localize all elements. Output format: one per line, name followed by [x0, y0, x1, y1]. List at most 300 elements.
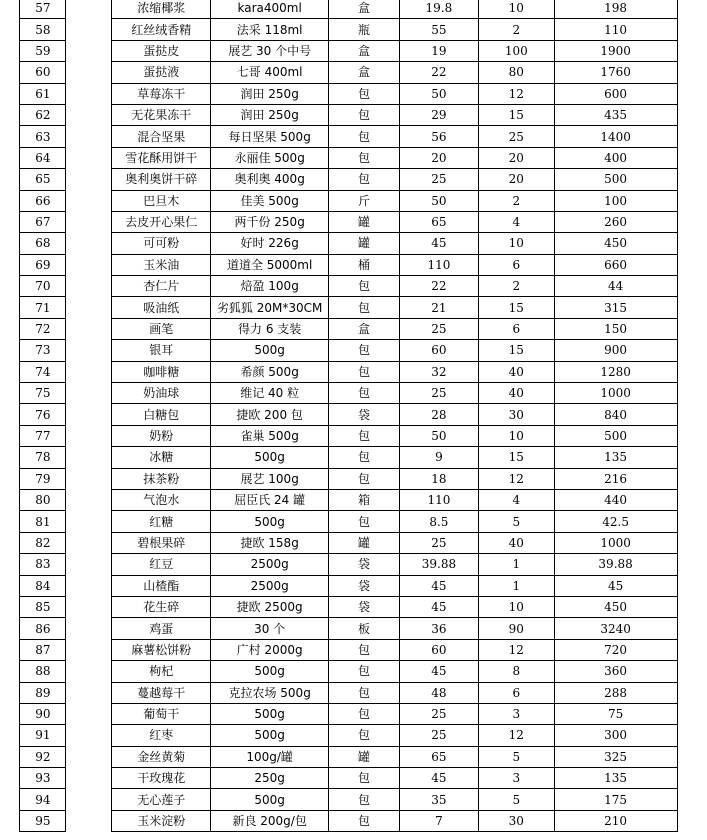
price-cell[interactable]: 9: [399, 447, 478, 468]
item-name-cell[interactable]: 玉米淀粉: [112, 810, 211, 831]
row-number-cell[interactable]: 74: [20, 361, 66, 382]
spec-cell[interactable]: 500g: [211, 725, 329, 746]
price-cell[interactable]: 25: [399, 383, 478, 404]
quantity-cell[interactable]: 6: [478, 682, 554, 703]
spec-cell[interactable]: 好时 226g: [211, 233, 329, 254]
unit-cell[interactable]: 包: [329, 682, 400, 703]
spec-cell[interactable]: 焙盈 100g: [211, 276, 329, 297]
amount-cell[interactable]: 45: [554, 575, 677, 596]
amount-cell[interactable]: 325: [554, 746, 677, 767]
quantity-cell[interactable]: 6: [478, 318, 554, 339]
amount-cell[interactable]: 315: [554, 297, 677, 318]
unit-cell[interactable]: 包: [329, 126, 400, 147]
quantity-cell[interactable]: 10: [478, 425, 554, 446]
empty-cell: [66, 404, 112, 425]
amount-cell[interactable]: 260: [554, 211, 677, 232]
price-cell[interactable]: 25: [399, 703, 478, 724]
quantity-cell[interactable]: 5: [478, 511, 554, 532]
item-name-cell[interactable]: 奶油球: [112, 383, 211, 404]
item-name-cell[interactable]: 画笔: [112, 318, 211, 339]
spec-cell[interactable]: 润田 250g: [211, 83, 329, 104]
table-row: [0, 340, 707, 361]
price-cell[interactable]: 22: [399, 62, 478, 83]
row-number-cell[interactable]: 70: [20, 276, 66, 297]
spec-cell[interactable]: 每日坚果 500g: [211, 126, 329, 147]
row-number-cell[interactable]: 65: [20, 169, 66, 190]
price-cell[interactable]: 36: [399, 618, 478, 639]
spec-cell[interactable]: 30 个: [211, 618, 329, 639]
item-name-cell[interactable]: 混合坚果: [112, 126, 211, 147]
item-name-cell[interactable]: 红丝绒香精: [112, 19, 211, 40]
spec-cell[interactable]: 雀巢 500g: [211, 425, 329, 446]
empty-cell: [66, 596, 112, 617]
amount-cell[interactable]: 300: [554, 725, 677, 746]
spec-cell[interactable]: 2500g: [211, 575, 329, 596]
price-cell[interactable]: 8.5: [399, 511, 478, 532]
item-name-cell[interactable]: 吸油纸: [112, 297, 211, 318]
unit-cell[interactable]: 袋: [329, 575, 400, 596]
quantity-cell[interactable]: 30: [478, 404, 554, 425]
row-number-cell[interactable]: 78: [20, 447, 66, 468]
row-number-cell[interactable]: 61: [20, 83, 66, 104]
table-row: [0, 276, 707, 297]
row-number-cell[interactable]: 66: [20, 190, 66, 211]
empty-cell: [0, 83, 20, 104]
spec-cell[interactable]: 500g: [211, 661, 329, 682]
quantity-cell[interactable]: 10: [478, 0, 554, 19]
quantity-cell[interactable]: 15: [478, 297, 554, 318]
price-cell[interactable]: 7: [399, 810, 478, 831]
quantity-cell[interactable]: 1: [478, 575, 554, 596]
price-cell[interactable]: 110: [399, 489, 478, 510]
amount-cell[interactable]: 216: [554, 468, 677, 489]
amount-cell[interactable]: 100: [554, 190, 677, 211]
row-number-cell[interactable]: 82: [20, 532, 66, 553]
price-cell[interactable]: 21: [399, 297, 478, 318]
item-name-cell[interactable]: 金丝黄菊: [112, 746, 211, 767]
row-number-cell[interactable]: 86: [20, 618, 66, 639]
row-number-cell[interactable]: 63: [20, 126, 66, 147]
amount-cell[interactable]: 75: [554, 703, 677, 724]
row-number-cell[interactable]: 93: [20, 768, 66, 789]
price-cell[interactable]: 60: [399, 639, 478, 660]
price-cell[interactable]: 19.8: [399, 0, 478, 19]
item-name-cell[interactable]: 花生碎: [112, 596, 211, 617]
unit-cell[interactable]: 包: [329, 725, 400, 746]
row-number-cell[interactable]: 95: [20, 810, 66, 831]
spec-cell[interactable]: 法采 118ml: [211, 19, 329, 40]
item-name-cell[interactable]: 红豆: [112, 554, 211, 575]
quantity-cell[interactable]: 5: [478, 746, 554, 767]
price-cell[interactable]: 45: [399, 596, 478, 617]
quantity-cell[interactable]: 12: [478, 639, 554, 660]
item-name-cell[interactable]: 鸡蛋: [112, 618, 211, 639]
price-cell[interactable]: 25: [399, 725, 478, 746]
item-name-cell[interactable]: 玉米油: [112, 254, 211, 275]
unit-cell[interactable]: 包: [329, 661, 400, 682]
table-row: [0, 297, 707, 318]
price-cell[interactable]: 25: [399, 318, 478, 339]
unit-cell[interactable]: 罐: [329, 532, 400, 553]
quantity-cell[interactable]: 15: [478, 447, 554, 468]
item-name-cell[interactable]: 雪花酥用饼干: [112, 147, 211, 168]
item-name-cell[interactable]: 碧根果碎: [112, 532, 211, 553]
row-number-cell[interactable]: 85: [20, 596, 66, 617]
quantity-cell[interactable]: 10: [478, 596, 554, 617]
amount-cell[interactable]: 110: [554, 19, 677, 40]
amount-cell[interactable]: 840: [554, 404, 677, 425]
amount-cell[interactable]: 1400: [554, 126, 677, 147]
row-number-cell[interactable]: 58: [20, 19, 66, 40]
empty-cell: [677, 489, 707, 510]
row-number-cell[interactable]: 90: [20, 703, 66, 724]
spec-cell[interactable]: 100g/罐: [211, 746, 329, 767]
price-cell[interactable]: 45: [399, 233, 478, 254]
quantity-cell[interactable]: 25: [478, 126, 554, 147]
spec-cell[interactable]: 奥利奥 400g: [211, 169, 329, 190]
empty-cell: [677, 62, 707, 83]
amount-cell[interactable]: 450: [554, 233, 677, 254]
item-name-cell[interactable]: 奶粉: [112, 425, 211, 446]
unit-cell[interactable]: 瓶: [329, 19, 400, 40]
spec-cell[interactable]: 展艺 100g: [211, 468, 329, 489]
unit-cell[interactable]: 包: [329, 425, 400, 446]
item-name-cell[interactable]: 无花果冻干: [112, 104, 211, 125]
unit-cell[interactable]: 斤: [329, 190, 400, 211]
price-cell[interactable]: 25: [399, 532, 478, 553]
quantity-cell[interactable]: 15: [478, 340, 554, 361]
item-name-cell[interactable]: 去皮开心果仁: [112, 211, 211, 232]
row-number-cell[interactable]: 57: [20, 0, 66, 19]
spec-cell[interactable]: 道道全 5000ml: [211, 254, 329, 275]
spec-cell[interactable]: 500g: [211, 340, 329, 361]
amount-cell[interactable]: 435: [554, 104, 677, 125]
amount-cell[interactable]: 600: [554, 83, 677, 104]
price-cell[interactable]: 29: [399, 104, 478, 125]
unit-cell[interactable]: 包: [329, 768, 400, 789]
amount-cell[interactable]: 1900: [554, 40, 677, 61]
amount-cell[interactable]: 135: [554, 768, 677, 789]
unit-cell[interactable]: 包: [329, 147, 400, 168]
unit-cell[interactable]: 桶: [329, 254, 400, 275]
row-number-cell[interactable]: 60: [20, 62, 66, 83]
spec-cell[interactable]: 两千份 250g: [211, 211, 329, 232]
price-cell[interactable]: 20: [399, 147, 478, 168]
quantity-cell[interactable]: 30: [478, 810, 554, 831]
amount-cell[interactable]: 42.5: [554, 511, 677, 532]
row-number-cell[interactable]: 72: [20, 318, 66, 339]
row-number-cell[interactable]: 67: [20, 211, 66, 232]
amount-cell[interactable]: 500: [554, 425, 677, 446]
quantity-cell[interactable]: 2: [478, 19, 554, 40]
empty-cell: [0, 40, 20, 61]
row-number-cell[interactable]: 91: [20, 725, 66, 746]
empty-cell: [677, 190, 707, 211]
empty-cell: [66, 789, 112, 810]
spec-cell[interactable]: 希颜 500g: [211, 361, 329, 382]
unit-cell[interactable]: 包: [329, 83, 400, 104]
unit-cell[interactable]: 包: [329, 810, 400, 831]
spec-cell[interactable]: 屈臣氏 24 罐: [211, 489, 329, 510]
spec-cell[interactable]: 克拉农场 500g: [211, 682, 329, 703]
quantity-cell[interactable]: 12: [478, 468, 554, 489]
spec-cell[interactable]: 500g: [211, 789, 329, 810]
unit-cell[interactable]: 包: [329, 104, 400, 125]
amount-cell[interactable]: 720: [554, 639, 677, 660]
unit-cell[interactable]: 包: [329, 297, 400, 318]
item-name-cell[interactable]: 葡萄干: [112, 703, 211, 724]
unit-cell[interactable]: 盒: [329, 0, 400, 19]
amount-cell[interactable]: 500: [554, 169, 677, 190]
empty-cell: [677, 789, 707, 810]
unit-cell[interactable]: 包: [329, 639, 400, 660]
row-number-cell[interactable]: 64: [20, 147, 66, 168]
unit-cell[interactable]: 包: [329, 383, 400, 404]
row-number-cell[interactable]: 79: [20, 468, 66, 489]
empty-cell: [66, 725, 112, 746]
quantity-cell[interactable]: 3: [478, 703, 554, 724]
item-name-cell[interactable]: 红糖: [112, 511, 211, 532]
amount-cell[interactable]: 360: [554, 661, 677, 682]
row-number-cell[interactable]: 83: [20, 554, 66, 575]
item-name-cell[interactable]: 杏仁片: [112, 276, 211, 297]
empty-cell: [677, 703, 707, 724]
row-number-cell[interactable]: 71: [20, 297, 66, 318]
price-cell[interactable]: 55: [399, 19, 478, 40]
amount-cell[interactable]: 450: [554, 596, 677, 617]
unit-cell[interactable]: 袋: [329, 404, 400, 425]
row-number-cell[interactable]: 81: [20, 511, 66, 532]
spec-cell[interactable]: 新良 200g/包: [211, 810, 329, 831]
price-cell[interactable]: 45: [399, 575, 478, 596]
spec-cell[interactable]: 维记 40 粒: [211, 383, 329, 404]
price-cell[interactable]: 39.88: [399, 554, 478, 575]
item-name-cell[interactable]: 蔓越莓干: [112, 682, 211, 703]
row-number-cell[interactable]: 76: [20, 404, 66, 425]
item-name-cell[interactable]: 气泡水: [112, 489, 211, 510]
quantity-cell[interactable]: 40: [478, 383, 554, 404]
price-cell[interactable]: 32: [399, 361, 478, 382]
price-cell[interactable]: 22: [399, 276, 478, 297]
spec-cell[interactable]: 永丽佳 500g: [211, 147, 329, 168]
amount-cell[interactable]: 660: [554, 254, 677, 275]
item-name-cell[interactable]: 红枣: [112, 725, 211, 746]
amount-cell[interactable]: 1760: [554, 62, 677, 83]
item-name-cell[interactable]: 山楂酯: [112, 575, 211, 596]
unit-cell[interactable]: 包: [329, 276, 400, 297]
price-cell[interactable]: 45: [399, 768, 478, 789]
unit-cell[interactable]: 包: [329, 340, 400, 361]
unit-cell[interactable]: 包: [329, 169, 400, 190]
amount-cell[interactable]: 135: [554, 447, 677, 468]
unit-cell[interactable]: 包: [329, 447, 400, 468]
amount-cell[interactable]: 1000: [554, 383, 677, 404]
empty-cell: [66, 126, 112, 147]
item-name-cell[interactable]: 蛋挞液: [112, 62, 211, 83]
item-name-cell[interactable]: 咖啡糖: [112, 361, 211, 382]
price-cell[interactable]: 25: [399, 169, 478, 190]
price-cell[interactable]: 18: [399, 468, 478, 489]
row-number-cell[interactable]: 84: [20, 575, 66, 596]
quantity-cell[interactable]: 8: [478, 661, 554, 682]
quantity-cell[interactable]: 90: [478, 618, 554, 639]
price-cell[interactable]: 50: [399, 425, 478, 446]
unit-cell[interactable]: 罐: [329, 746, 400, 767]
amount-cell[interactable]: 400: [554, 147, 677, 168]
spec-cell[interactable]: 七哥 400ml: [211, 62, 329, 83]
quantity-cell[interactable]: 1: [478, 554, 554, 575]
price-cell[interactable]: 50: [399, 190, 478, 211]
spec-cell[interactable]: 展艺 30 个中号: [211, 40, 329, 61]
amount-cell[interactable]: 1280: [554, 361, 677, 382]
row-number-cell[interactable]: 87: [20, 639, 66, 660]
amount-cell[interactable]: 198: [554, 0, 677, 19]
price-cell[interactable]: 48: [399, 682, 478, 703]
quantity-cell[interactable]: 4: [478, 489, 554, 510]
price-cell[interactable]: 45: [399, 661, 478, 682]
item-name-cell[interactable]: 无心莲子: [112, 789, 211, 810]
price-cell[interactable]: 110: [399, 254, 478, 275]
quantity-cell[interactable]: 10: [478, 233, 554, 254]
item-name-cell[interactable]: 冰糖: [112, 447, 211, 468]
item-name-cell[interactable]: 蛋挞皮: [112, 40, 211, 61]
amount-cell[interactable]: 175: [554, 789, 677, 810]
quantity-cell[interactable]: 40: [478, 361, 554, 382]
spec-cell[interactable]: 捷欧 2500g: [211, 596, 329, 617]
row-number-cell[interactable]: 88: [20, 661, 66, 682]
item-name-cell[interactable]: 麻薯松饼粉: [112, 639, 211, 660]
spec-cell[interactable]: 2500g: [211, 554, 329, 575]
item-name-cell[interactable]: 白糖包: [112, 404, 211, 425]
quantity-cell[interactable]: 20: [478, 147, 554, 168]
row-number-cell[interactable]: 75: [20, 383, 66, 404]
row-number-cell[interactable]: 73: [20, 340, 66, 361]
unit-cell[interactable]: 箱: [329, 489, 400, 510]
spec-cell[interactable]: 捷欧 200 包: [211, 404, 329, 425]
quantity-cell[interactable]: 6: [478, 254, 554, 275]
price-cell[interactable]: 35: [399, 789, 478, 810]
row-number-cell[interactable]: 94: [20, 789, 66, 810]
amount-cell[interactable]: 3240: [554, 618, 677, 639]
row-number-cell[interactable]: 68: [20, 233, 66, 254]
quantity-cell[interactable]: 15: [478, 104, 554, 125]
amount-cell[interactable]: 44: [554, 276, 677, 297]
item-name-cell[interactable]: 巴旦木: [112, 190, 211, 211]
row-number-cell[interactable]: 80: [20, 489, 66, 510]
item-name-cell[interactable]: 奥利奥饼干碎: [112, 169, 211, 190]
unit-cell[interactable]: 罐: [329, 233, 400, 254]
unit-cell[interactable]: 罐: [329, 211, 400, 232]
price-cell[interactable]: 19: [399, 40, 478, 61]
spec-cell[interactable]: 佳美 500g: [211, 190, 329, 211]
spec-cell[interactable]: 广村 2000g: [211, 639, 329, 660]
row-number-cell[interactable]: 77: [20, 425, 66, 446]
item-name-cell[interactable]: 枸杞: [112, 661, 211, 682]
unit-cell[interactable]: 包: [329, 511, 400, 532]
unit-cell[interactable]: 盒: [329, 318, 400, 339]
quantity-cell[interactable]: 3: [478, 768, 554, 789]
price-cell[interactable]: 56: [399, 126, 478, 147]
unit-cell[interactable]: 盒: [329, 40, 400, 61]
quantity-cell[interactable]: 12: [478, 725, 554, 746]
spec-cell[interactable]: 250g: [211, 768, 329, 789]
spec-cell[interactable]: 500g: [211, 511, 329, 532]
empty-cell: [0, 404, 20, 425]
spec-cell[interactable]: 润田 250g: [211, 104, 329, 125]
row-number-cell[interactable]: 89: [20, 682, 66, 703]
unit-cell[interactable]: 袋: [329, 596, 400, 617]
empty-cell: [677, 404, 707, 425]
price-cell[interactable]: 65: [399, 746, 478, 767]
empty-cell: [0, 211, 20, 232]
spec-cell[interactable]: 500g: [211, 703, 329, 724]
quantity-cell[interactable]: 4: [478, 211, 554, 232]
empty-cell: [66, 661, 112, 682]
quantity-cell[interactable]: 100: [478, 40, 554, 61]
empty-cell: [66, 233, 112, 254]
amount-cell[interactable]: 39.88: [554, 554, 677, 575]
quantity-cell[interactable]: 12: [478, 83, 554, 104]
item-name-cell[interactable]: 银耳: [112, 340, 211, 361]
row-number-cell[interactable]: 59: [20, 40, 66, 61]
empty-cell: [677, 104, 707, 125]
amount-cell[interactable]: 288: [554, 682, 677, 703]
price-cell[interactable]: 60: [399, 340, 478, 361]
price-cell[interactable]: 28: [399, 404, 478, 425]
quantity-cell[interactable]: 2: [478, 190, 554, 211]
empty-cell: [0, 725, 20, 746]
amount-cell[interactable]: 440: [554, 489, 677, 510]
amount-cell[interactable]: 150: [554, 318, 677, 339]
spec-cell[interactable]: 得力 6 支装: [211, 318, 329, 339]
item-name-cell[interactable]: 浓缩椰浆: [112, 0, 211, 19]
empty-cell: [66, 618, 112, 639]
price-cell[interactable]: 50: [399, 83, 478, 104]
item-name-cell[interactable]: 抹茶粉: [112, 468, 211, 489]
quantity-cell[interactable]: 20: [478, 169, 554, 190]
quantity-cell[interactable]: 80: [478, 62, 554, 83]
empty-cell: [66, 62, 112, 83]
spec-cell[interactable]: 劣狐狐 20M*30CM: [211, 297, 329, 318]
unit-cell[interactable]: 包: [329, 468, 400, 489]
unit-cell[interactable]: 包: [329, 789, 400, 810]
empty-cell: [66, 468, 112, 489]
row-number-cell[interactable]: 62: [20, 104, 66, 125]
spec-cell[interactable]: 捷欧 158g: [211, 532, 329, 553]
quantity-cell[interactable]: 5: [478, 789, 554, 810]
spec-cell[interactable]: kara400ml: [211, 0, 329, 19]
empty-cell: [0, 618, 20, 639]
quantity-cell[interactable]: 40: [478, 532, 554, 553]
spec-cell[interactable]: 500g: [211, 447, 329, 468]
unit-cell[interactable]: 包: [329, 703, 400, 724]
unit-cell[interactable]: 板: [329, 618, 400, 639]
empty-cell: [677, 361, 707, 382]
unit-cell[interactable]: 盒: [329, 62, 400, 83]
price-cell[interactable]: 65: [399, 211, 478, 232]
row-number-cell[interactable]: 69: [20, 254, 66, 275]
unit-cell[interactable]: 袋: [329, 554, 400, 575]
item-name-cell[interactable]: 可可粉: [112, 233, 211, 254]
row-number-cell[interactable]: 92: [20, 746, 66, 767]
unit-cell[interactable]: 包: [329, 361, 400, 382]
item-name-cell[interactable]: 草莓冻干: [112, 83, 211, 104]
amount-cell[interactable]: 210: [554, 810, 677, 831]
amount-cell[interactable]: 1000: [554, 532, 677, 553]
item-name-cell[interactable]: 干玫瑰花: [112, 768, 211, 789]
amount-cell[interactable]: 900: [554, 340, 677, 361]
quantity-cell[interactable]: 2: [478, 276, 554, 297]
